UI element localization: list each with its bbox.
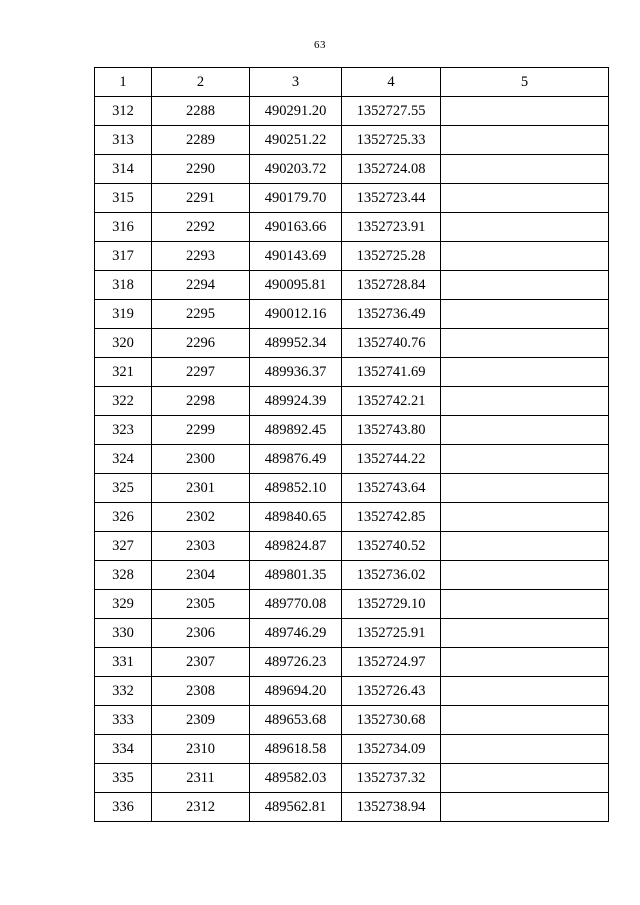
table-row [95, 561, 609, 590]
cell-notes [441, 619, 609, 648]
cell-coordinate-y: 1352744.22 [342, 445, 441, 474]
cell-notes [441, 474, 609, 503]
cell-point-number: 2298 [152, 387, 250, 416]
cell-row-number: 333 [95, 706, 152, 735]
cell-row-number: 330 [95, 619, 152, 648]
table-row [95, 503, 609, 532]
cell-coordinate-y: 1352723.91 [342, 213, 441, 242]
cell-notes [441, 126, 609, 155]
cell-coordinate-y: 1352723.44 [342, 184, 441, 213]
cell-coordinate-x: 489582.03 [250, 764, 342, 793]
cell-coordinate-x: 489840.65 [250, 503, 342, 532]
table-row [95, 242, 609, 271]
cell-row-number: 319 [95, 300, 152, 329]
table-row [95, 619, 609, 648]
cell-point-number: 2293 [152, 242, 250, 271]
cell-notes [441, 416, 609, 445]
cell-coordinate-y: 1352737.32 [342, 764, 441, 793]
cell-row-number: 322 [95, 387, 152, 416]
cell-notes [441, 677, 609, 706]
table-header-row [95, 68, 609, 97]
cell-coordinate-x: 489726.23 [250, 648, 342, 677]
cell-coordinate-y: 1352727.55 [342, 97, 441, 126]
cell-coordinate-y: 1352740.76 [342, 329, 441, 358]
cell-row-number: 325 [95, 474, 152, 503]
cell-coordinate-y: 1352742.85 [342, 503, 441, 532]
header-cell-col-5: 5 [441, 68, 609, 97]
cell-row-number: 318 [95, 271, 152, 300]
cell-point-number: 2304 [152, 561, 250, 590]
cell-coordinate-x: 490143.69 [250, 242, 342, 271]
table-row [95, 329, 609, 358]
cell-coordinate-x: 489746.29 [250, 619, 342, 648]
table-row [95, 764, 609, 793]
cell-coordinate-y: 1352742.21 [342, 387, 441, 416]
cell-coordinate-y: 1352724.97 [342, 648, 441, 677]
cell-coordinate-y: 1352725.28 [342, 242, 441, 271]
cell-row-number: 336 [95, 793, 152, 822]
cell-coordinate-x: 490095.81 [250, 271, 342, 300]
table-row [95, 735, 609, 764]
table-row [95, 213, 609, 242]
cell-coordinate-x: 489618.58 [250, 735, 342, 764]
table-row [95, 184, 609, 213]
coordinates-table [94, 67, 609, 822]
cell-notes [441, 97, 609, 126]
cell-coordinate-x: 489936.37 [250, 358, 342, 387]
cell-coordinate-y: 1352726.43 [342, 677, 441, 706]
cell-point-number: 2312 [152, 793, 250, 822]
cell-point-number: 2307 [152, 648, 250, 677]
cell-coordinate-y: 1352724.08 [342, 155, 441, 184]
cell-point-number: 2300 [152, 445, 250, 474]
cell-coordinate-y: 1352729.10 [342, 590, 441, 619]
table-row [95, 271, 609, 300]
cell-coordinate-y: 1352736.02 [342, 561, 441, 590]
cell-coordinate-x: 489562.81 [250, 793, 342, 822]
cell-coordinate-x: 489770.08 [250, 590, 342, 619]
cell-notes [441, 387, 609, 416]
cell-notes [441, 735, 609, 764]
cell-row-number: 323 [95, 416, 152, 445]
header-cell-col-4: 4 [342, 68, 441, 97]
cell-point-number: 2288 [152, 97, 250, 126]
cell-coordinate-y: 1352734.09 [342, 735, 441, 764]
cell-coordinate-y: 1352743.64 [342, 474, 441, 503]
cell-notes [441, 793, 609, 822]
cell-coordinate-x: 490251.22 [250, 126, 342, 155]
cell-point-number: 2306 [152, 619, 250, 648]
cell-coordinate-x: 490179.70 [250, 184, 342, 213]
cell-coordinate-x: 489952.34 [250, 329, 342, 358]
cell-point-number: 2310 [152, 735, 250, 764]
table-row [95, 416, 609, 445]
cell-notes [441, 358, 609, 387]
cell-notes [441, 184, 609, 213]
cell-coordinate-x: 489892.45 [250, 416, 342, 445]
cell-coordinate-y: 1352740.52 [342, 532, 441, 561]
cell-coordinate-x: 489852.10 [250, 474, 342, 503]
cell-coordinate-x: 490291.20 [250, 97, 342, 126]
cell-notes [441, 764, 609, 793]
cell-coordinate-y: 1352725.91 [342, 619, 441, 648]
cell-point-number: 2311 [152, 764, 250, 793]
cell-row-number: 335 [95, 764, 152, 793]
cell-row-number: 320 [95, 329, 152, 358]
cell-row-number: 314 [95, 155, 152, 184]
cell-coordinate-x: 490163.66 [250, 213, 342, 242]
cell-point-number: 2303 [152, 532, 250, 561]
cell-coordinate-y: 1352736.49 [342, 300, 441, 329]
cell-point-number: 2308 [152, 677, 250, 706]
cell-coordinate-x: 489876.49 [250, 445, 342, 474]
cell-coordinate-y: 1352741.69 [342, 358, 441, 387]
table-row [95, 155, 609, 184]
cell-coordinate-y: 1352725.33 [342, 126, 441, 155]
cell-row-number: 312 [95, 97, 152, 126]
table-row [95, 97, 609, 126]
cell-point-number: 2294 [152, 271, 250, 300]
cell-coordinate-y: 1352738.94 [342, 793, 441, 822]
cell-notes [441, 445, 609, 474]
cell-coordinate-x: 489824.87 [250, 532, 342, 561]
cell-row-number: 316 [95, 213, 152, 242]
cell-row-number: 329 [95, 590, 152, 619]
cell-row-number: 317 [95, 242, 152, 271]
table-row [95, 126, 609, 155]
cell-point-number: 2289 [152, 126, 250, 155]
cell-point-number: 2309 [152, 706, 250, 735]
cell-notes [441, 590, 609, 619]
cell-notes [441, 648, 609, 677]
cell-row-number: 334 [95, 735, 152, 764]
cell-point-number: 2292 [152, 213, 250, 242]
table-row [95, 445, 609, 474]
cell-coordinate-y: 1352743.80 [342, 416, 441, 445]
table-row [95, 793, 609, 822]
table-row [95, 300, 609, 329]
cell-row-number: 328 [95, 561, 152, 590]
cell-coordinate-x: 489694.20 [250, 677, 342, 706]
cell-row-number: 331 [95, 648, 152, 677]
cell-coordinate-x: 489653.68 [250, 706, 342, 735]
table-row [95, 590, 609, 619]
cell-point-number: 2301 [152, 474, 250, 503]
table-row [95, 358, 609, 387]
cell-row-number: 326 [95, 503, 152, 532]
cell-coordinate-y: 1352728.84 [342, 271, 441, 300]
header-cell-col-3: 3 [250, 68, 342, 97]
cell-point-number: 2297 [152, 358, 250, 387]
header-cell-col-2: 2 [152, 68, 250, 97]
table-row [95, 474, 609, 503]
cell-coordinate-x: 489924.39 [250, 387, 342, 416]
cell-row-number: 324 [95, 445, 152, 474]
cell-point-number: 2290 [152, 155, 250, 184]
cell-notes [441, 329, 609, 358]
cell-row-number: 321 [95, 358, 152, 387]
cell-coordinate-x: 490203.72 [250, 155, 342, 184]
cell-notes [441, 155, 609, 184]
table-row [95, 677, 609, 706]
cell-notes [441, 561, 609, 590]
header-cell-col-1: 1 [95, 68, 152, 97]
cell-point-number: 2296 [152, 329, 250, 358]
cell-point-number: 2305 [152, 590, 250, 619]
cell-notes [441, 503, 609, 532]
table-row [95, 387, 609, 416]
cell-row-number: 313 [95, 126, 152, 155]
cell-notes [441, 242, 609, 271]
cell-notes [441, 271, 609, 300]
page-number: 63 [314, 39, 326, 51]
table-body [95, 97, 609, 822]
table-row [95, 648, 609, 677]
cell-row-number: 327 [95, 532, 152, 561]
cell-point-number: 2299 [152, 416, 250, 445]
cell-point-number: 2295 [152, 300, 250, 329]
table-row [95, 532, 609, 561]
cell-coordinate-y: 1352730.68 [342, 706, 441, 735]
cell-point-number: 2291 [152, 184, 250, 213]
cell-point-number: 2302 [152, 503, 250, 532]
cell-coordinate-x: 490012.16 [250, 300, 342, 329]
cell-row-number: 332 [95, 677, 152, 706]
cell-notes [441, 300, 609, 329]
cell-notes [441, 706, 609, 735]
cell-coordinate-x: 489801.35 [250, 561, 342, 590]
cell-notes [441, 213, 609, 242]
cell-row-number: 315 [95, 184, 152, 213]
cell-notes [441, 532, 609, 561]
table-row [95, 706, 609, 735]
